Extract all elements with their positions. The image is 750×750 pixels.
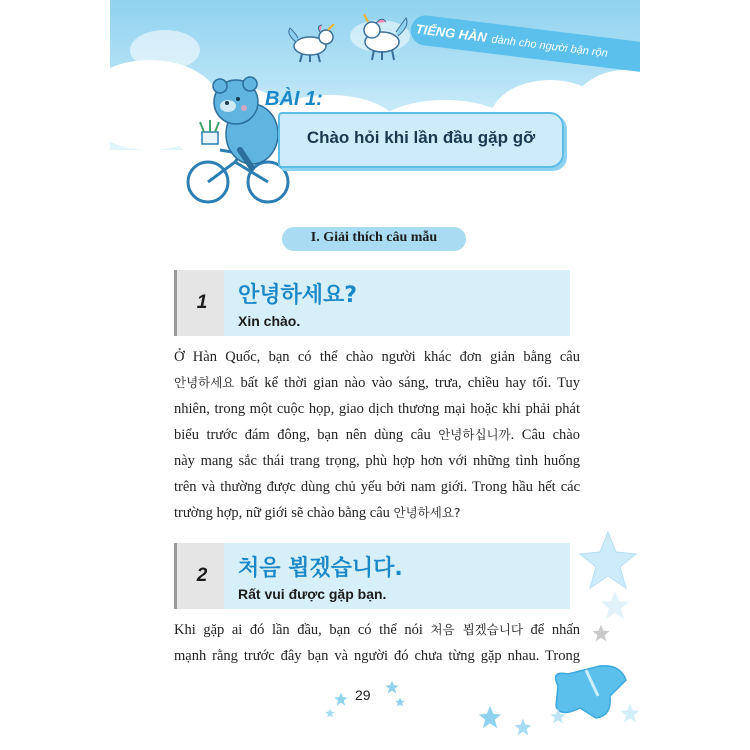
paragraph-line: mạnh rằng trước đây bạn và người đó chưa từng gặp nhau. Trong [174, 648, 580, 664]
star-icon [395, 697, 405, 707]
star-icon [325, 708, 335, 718]
phrase-box [224, 543, 570, 609]
star-icon [600, 590, 630, 620]
star-icon [578, 530, 638, 590]
star-icon [478, 705, 502, 729]
paragraph-line: trường hợp, nữ giới sẽ chào bằng câu 안녕하세요? [174, 505, 461, 521]
page-number: 29 [355, 687, 371, 703]
star-icon [334, 692, 348, 706]
korean-phrase: 처음 뵙겠습니다. [238, 556, 403, 581]
star-icon [620, 700, 640, 726]
paragraph-line: này mang sắc thái trang trọng, phù hợp hơn với những tình huống [174, 453, 580, 469]
header-subtitle: dành cho người bận rộn [490, 33, 609, 60]
lesson-title: Chào hỏi khi lần đầu gặp gỡ [306, 128, 536, 147]
paragraph-line: nhiên, trong một cuộc họp, giao dịch thương mại hoặc khi phải phát [174, 401, 580, 417]
paragraph-line: biểu trước đám đông, bạn nên dùng câu 안녕하십니까. Câu chào [174, 427, 580, 443]
unicorn-left-illustration [282, 24, 340, 64]
item-number-box [174, 543, 227, 609]
paragraph-line: trên và thường được dùng chủ yếu bởi nam giới. Trong hầu hết các [174, 479, 580, 495]
lesson-number: BÀI 1: [265, 88, 323, 110]
section-title: I. Giải thích câu mẫu [310, 230, 438, 245]
paragraph-line: Khi gặp ai đó lần đầu, bạn có thể nói 처음 뵙겠습니다 để nhấn [174, 622, 581, 638]
paragraph-line: Ở Hàn Quốc, bạn có thể chào người khác đơn giản bằng câu [174, 349, 580, 365]
item-number: 2 [196, 565, 208, 586]
item-number: 1 [196, 292, 208, 313]
vietnamese-translation: Rất vui được gặp bạn. [238, 586, 387, 602]
paragraph-line: 안녕하세요 bất kể thời gian nào vào sáng, trưa, chiều hay tối. Tuy [174, 375, 580, 391]
book-page [110, 0, 640, 750]
star-icon [385, 680, 399, 694]
star-icon [514, 718, 532, 736]
item-number-box [174, 270, 227, 336]
explanation-paragraph [174, 617, 580, 669]
unicorn-right-illustration [350, 14, 412, 62]
section-heading-pill [282, 227, 466, 251]
lesson-title-box [278, 112, 564, 168]
vietnamese-translation: Xin chào. [238, 313, 301, 329]
explanation-paragraph [174, 344, 580, 526]
korean-phrase: 안녕하세요? [238, 283, 358, 308]
header-brand: TIẾNG HÀN [414, 21, 488, 45]
star-icon [592, 624, 610, 642]
phrase-box [224, 270, 570, 336]
star-icon [550, 708, 566, 724]
